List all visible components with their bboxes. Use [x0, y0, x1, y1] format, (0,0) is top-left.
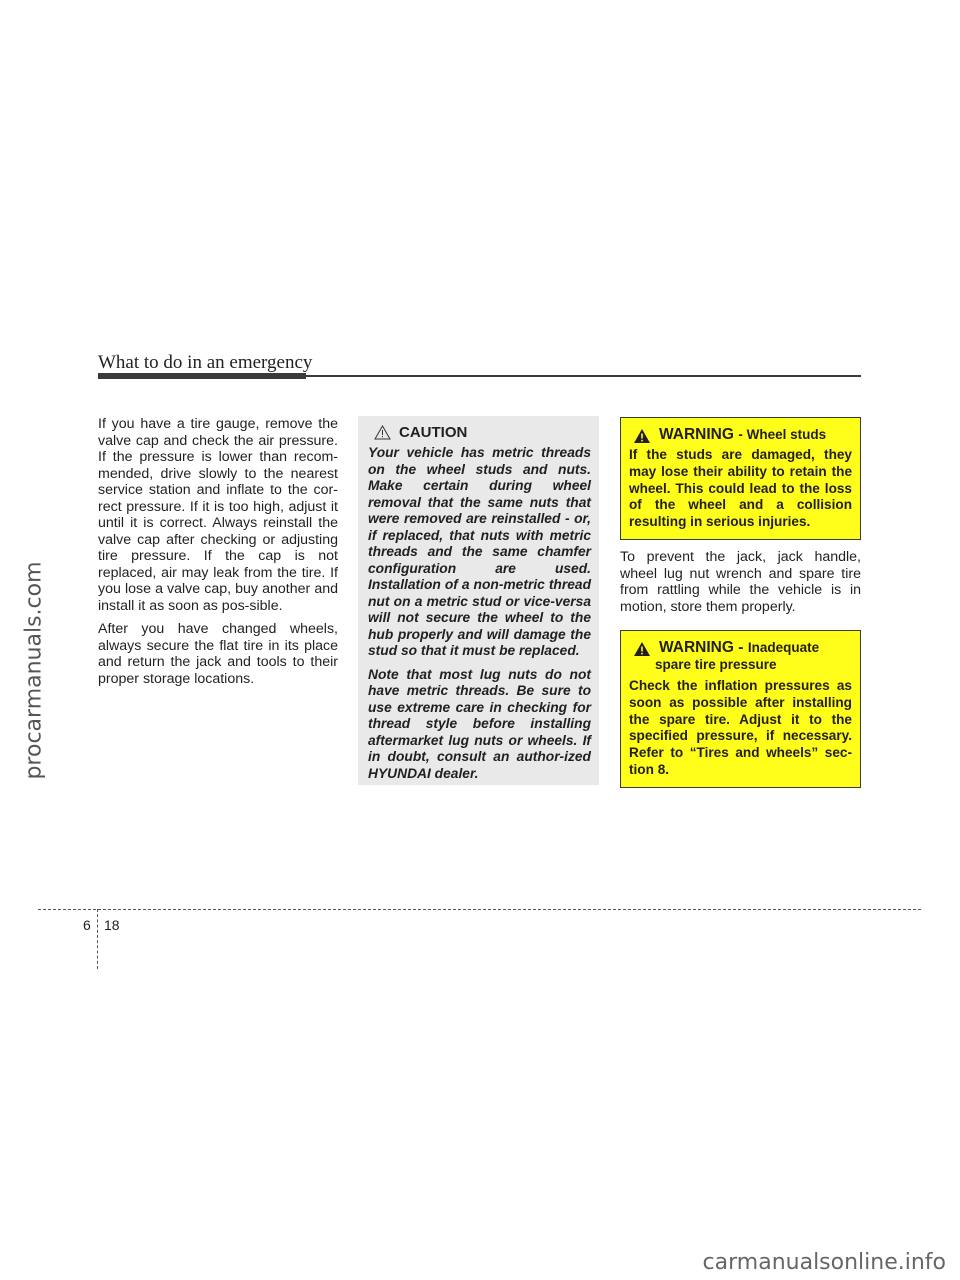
footer-rule — [38, 909, 921, 910]
warning-triangle-outline-icon — [374, 425, 391, 440]
warning-triangle-filled-icon — [633, 641, 651, 657]
warning-header — [633, 426, 852, 444]
warning-title: WARNING — [659, 426, 734, 443]
footer-divider — [97, 909, 98, 969]
warning-box-spare-pressure — [620, 630, 861, 788]
warning-subtitle: - Wheel studs — [738, 427, 827, 442]
caution-title: CAUTION — [399, 424, 468, 441]
section-title: What to do in an emergency — [98, 352, 313, 373]
warning-body: If the studs are damaged, they may lose their ability to retain the wheel. This could lead to the loss of the wheel and a collision resulting in serious injuries. — [629, 447, 852, 530]
warning-subtitle: Inadequate — [747, 640, 820, 655]
warning-subtitle-line-2: spare tire pressure — [655, 657, 777, 672]
warning-title: WARNING - — [659, 639, 744, 656]
watermark-side-text: procarmanuals.com — [21, 560, 47, 780]
right-paragraph: To prevent the jack, jack handle, wheel lug nut wrench and spare tire from rattling while the vehicle is in motion, store them properly. — [620, 549, 861, 615]
caution-paragraph-1: Your vehicle has metric threads on the wheel studs and nuts. Make certain during wheel removal that the same nuts that were removed are reinstalled - or, if replaced, that nuts with metric threads and the same chamfer configuration are used. Installation of a non-metric thread nut on a metric stud or vice-versa will not secure the wheel to the hub properly and will damage the stud so that it must be replaced. — [368, 445, 591, 658]
watermark-side — [14, 540, 54, 800]
left-paragraph-1: If you have a tire gauge, remove the valve cap and check the air pressure. If the pressure is lower than recom-mended, drive slowly to the nearest service station and inflate to the cor-rect pressure. If it is too high, adjust it until it is correct. Always reinstall the valve cap after checking or adjusting tire pressure. If the cap is not replaced, air may leak from the tire. If you lose a valve cap, buy another and install it as soon as pos-sible. — [98, 416, 338, 614]
left-paragraph-2: After you have changed wheels, always secure the flat tire in its place and return the jack and tools to their proper storage locations. — [98, 621, 338, 687]
left-column — [98, 416, 338, 694]
caution-box — [358, 416, 599, 785]
caution-header — [374, 424, 591, 441]
caution-paragraph-2: Note that most lug nuts do not have metric threads. Be sure to use extreme care in checking for thread style before installing aftermarket lug nuts or wheels. If in doubt, consult an author-ized HYUNDAI dealer. — [368, 666, 591, 781]
page-number: 18 — [104, 917, 120, 933]
warning-triangle-filled-icon — [633, 428, 651, 444]
warning-body: Check the inflation pressures as soon as possible after installing the spare tire. Adjust it to the specified pressure, if necessary. Refer to “Tires and wheels” sec-tion 8. — [629, 678, 852, 777]
watermark-bottom: carmanualsonline.info — [702, 1250, 946, 1275]
warning-box-wheel-studs — [620, 417, 861, 540]
header-rule-accent — [98, 373, 306, 379]
chapter-number: 6 — [83, 917, 91, 933]
warning-header — [633, 639, 852, 657]
